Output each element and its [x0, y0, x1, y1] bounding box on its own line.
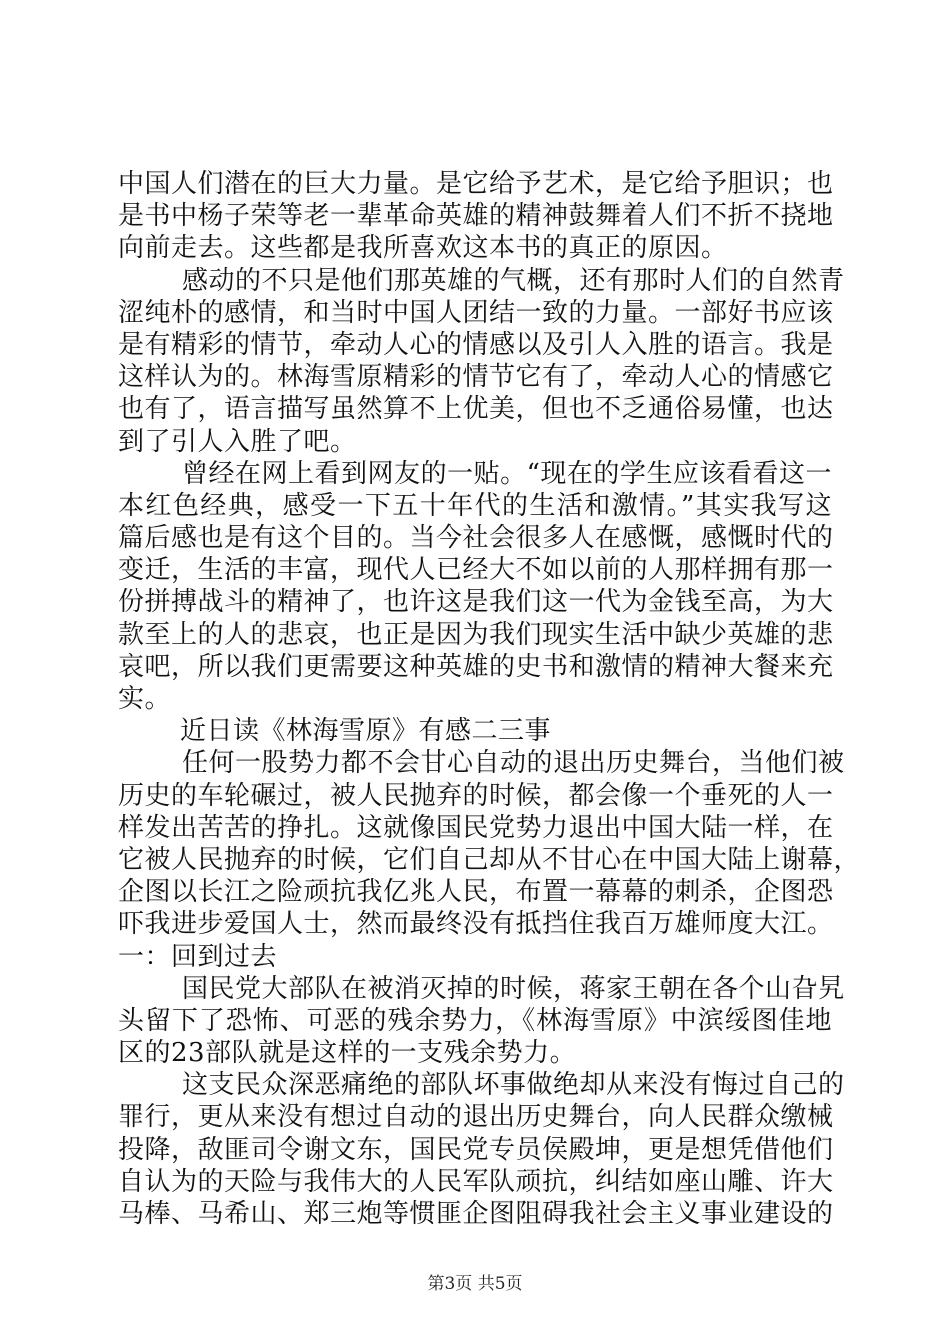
section-title: 近日读《林海雪原》有感二三事	[180, 716, 552, 747]
text-line: 中国人们潜在的巨大力量。是它给予艺术，是它给予胆识；也	[118, 169, 834, 199]
text-line: 曾经在网上看到网友的一贴。“现在的学生应该看看这一	[182, 458, 832, 489]
text-line: 投降，敌匪司令谢文东，国民党专员侯殿坤，更是想凭借他们	[118, 1134, 834, 1165]
text-line: 这样认为的。林海雪原精彩的情节它有了，牵动人心的情感它	[118, 362, 834, 393]
text-line: 它被人民抛弃的时候，它们自己却从不甘心在中国大陆上谢幕，	[118, 844, 861, 875]
text-line: 份拼搏战斗的精神了，也许这是我们这一代为金钱至高，为大	[118, 587, 834, 618]
text-line: 吓我进步爱国人士，然而最终没有抵挡住我百万雄师度大江。	[118, 909, 834, 940]
text-line: 到了引人入胜了吧。	[118, 426, 357, 457]
text-line: 篇后感也是有这个目的。当今社会很多人在感慨，感慨时代的	[118, 523, 834, 554]
text-line: 企图以长江之险顽抗我亿兆人民，布置一幕幕的刺杀，企图恐	[118, 877, 834, 908]
text-line: 是有精彩的情节，牵动人心的情感以及引人入胜的语言。我是	[118, 329, 834, 360]
text-line: 向前走去。这些都是我所喜欢这本书的真正的原因。	[118, 233, 728, 264]
text-line: 本红色经典，感受一下五十年代的生活和激情。”其实我写这	[118, 490, 832, 521]
text-line: 任何一股势力都不会甘心自动的退出历史舞台，当他们被	[182, 748, 845, 779]
text-line: 感动的不只是他们那英雄的气概，还有那时人们的自然青	[182, 265, 845, 296]
text-line: 头留下了恐怖、可恶的残余势力，《林海雪原》中滨绥图佳地	[118, 1005, 832, 1036]
subsection-heading: 一：回到过去	[118, 941, 278, 972]
text-line: 自认为的天险与我伟大的人民军队顽抗，纠结如座山雕、许大	[118, 1166, 834, 1197]
text-line: 是书中杨子荣等老一辈革命英雄的精神鼓舞着人们不折不挠地	[118, 201, 834, 232]
text-line: 实。	[118, 684, 172, 714]
text-line: 样发出苦苦的挣扎。这就像国民党势力退出中国大陆一样，在	[118, 812, 834, 843]
page-footer: 第3页 共5页	[427, 1274, 523, 1294]
text-line: 款至上的人的悲哀，也正是因为我们现实生活中缺少英雄的悲	[118, 619, 834, 650]
text-line: 这支民众深恶痛绝的部队坏事做绝却从来没有悔过自己的	[182, 1070, 845, 1101]
text-line: 涩纯朴的感情，和当时中国人团结一致的力量。一部好书应该	[118, 297, 834, 328]
text-line: 区的23部队就是这样的一支残余势力。	[118, 1038, 577, 1069]
text-line: 也有了，语言描写虽然算不上优美，但也不乏通俗易懂，也达	[118, 394, 834, 425]
text-line: 哀吧，所以我们更需要这种英雄的史书和激情的精神大餐来充	[118, 651, 834, 682]
document-body	[118, 168, 861, 1230]
text-line: 历史的车轮碾过，被人民抛弃的时候，都会像一个垂死的人一	[118, 780, 834, 811]
text-line: 罪行，更从来没有想过自动的退出历史舞台，向人民群众缴械	[118, 1102, 834, 1133]
text-line: 马棒、马希山、郑三炮等惯匪企图阻碍我社会主义事业建设的	[118, 1199, 834, 1229]
text-line: 国民党大部队在被消灭掉的时候，蒋家王朝在各个山旮旯	[182, 973, 845, 1004]
text-line: 变迁，生活的丰富，现代人已经大不如以前的人那样拥有那一	[118, 555, 834, 586]
